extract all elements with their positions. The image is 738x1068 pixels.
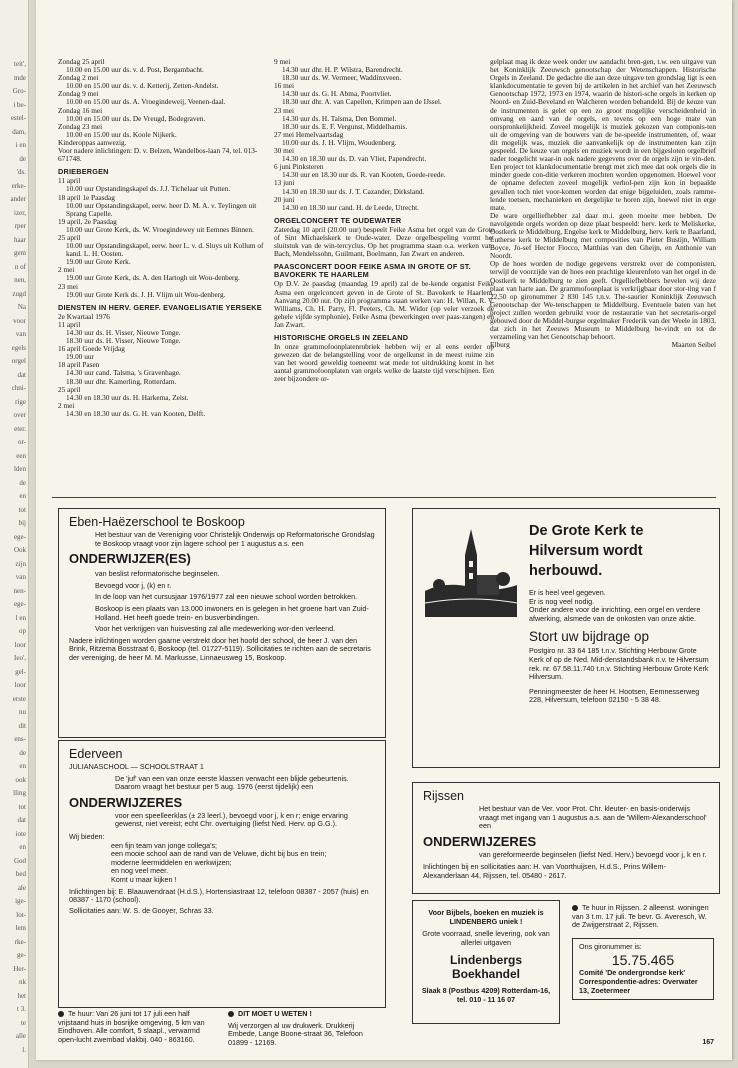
previous-page-fragment: mde [13, 73, 26, 82]
previous-page-fragment: eter. [14, 424, 26, 433]
ad-line: Voor het verkrijgen van huisvesting zal alle medewerking wor-den verleend. [95, 624, 336, 634]
bullet-icon [572, 905, 578, 911]
schedule-line: 20 juni [274, 194, 295, 204]
ad-sollicitaties: Sollicitaties aan: W. S. de Gooyer, Schras 33. [69, 905, 214, 915]
previous-page-fragment: ens- [14, 735, 26, 743]
ad-role: ONDERWIJZER(ES) [69, 551, 191, 567]
schedule-line: Kinderoppas aanwezig. [58, 137, 127, 147]
rental-text: Te huur in Rijssen. 2 alleenst. woningen van 3 t.m. 17 juli. Te bevr. G. Averesch, W. de Zwijgerstraat 2, Rijssen. [572, 903, 709, 930]
previous-page-fragment: ege- [13, 532, 26, 541]
previous-page-fragment: izer, [14, 208, 26, 217]
heading-historische-orgels: HISTORISCHE ORGELS IN ZEELAND [274, 333, 409, 342]
article-oudewater: Zaterdag 10 april (20.00 uur) bespeelt Feike Asma het orgel van de Grote of Sint Michaelskerk te Oude-water. Deze orgelbespeling vormt het sluitstuk van de win-tercyclus. Op het programma staan o.a. werken van: Bach, Mendelssohn, Guilmant, Boelmann, Jan Zwart en anderen. [274, 224, 494, 259]
previous-page-fragment: zijn [15, 559, 26, 568]
schedule-line: 30 mei [274, 146, 295, 156]
ad-info: Inlichtingen bij en sollicitaties aan: H. van Voorthuijsen, H.d.S., Prins Willem-Alexanderlaan 44, Rijssen, tel. 05480 - 2617. [423, 862, 666, 880]
ad-line: van beslist reformatorische beginselen. [95, 569, 220, 579]
schedule-line: 10.00 uur Grote Kerk, ds. W. Vroegindewey uit Eemnes Binnen. [66, 224, 254, 234]
schedule-line: 19.00 uur Grote Kerk ds. J. H. Vlijm uit Wou-denberg. [66, 289, 226, 299]
schedule-line: 10.00 uur Opstandingskapel, eerw. heer L. v. d. Sluys uit Kollum of kand. L. H. Oosten. [66, 241, 264, 259]
previous-page-fragment: op [19, 627, 26, 635]
ad-rijssen-school [412, 782, 720, 894]
offer-item: een fijn team van jonge collega's; [111, 840, 218, 850]
schedule-line: 25 april [58, 384, 81, 394]
previous-page-fragment: tot [18, 505, 26, 514]
ad-title: De Grote Kerk te Hilversum wordt herbouwd. [529, 523, 644, 579]
schedule-line: Zondag 23 mei [58, 121, 103, 131]
ad-line: Er is heel veel gegeven. [529, 588, 606, 597]
schedule-line: 18 april Pasen [58, 360, 100, 370]
previous-page-fragment: nen- [13, 586, 26, 595]
previous-page-fragment: te [20, 1018, 26, 1027]
heading-driebergen: DRIEBERGEN [58, 167, 109, 177]
ad-role: ONDERWIJZERES [69, 794, 183, 810]
schedule-line: 14.30 uur ds. G. H. Abma, Poortvliet. [282, 89, 392, 99]
ad-intro: De 'juf' van een van onze eerste klassen verwacht een blijde gebeurtenis. Daarom vraagt het bestuur per 5 aug. 1976 (eerst tijdelijk) een [115, 773, 349, 792]
previous-page-fragment: iote [15, 829, 26, 838]
previous-page-fragment: en [19, 762, 26, 770]
previous-page-fragment: ege- [13, 600, 26, 608]
offer-item: Komt u maar kijken ! [111, 874, 177, 884]
heading-yerseke: DIENSTEN IN HERV. GEREF. EVANGELISATIE YERSEKE [58, 302, 262, 312]
schedule-line: 14.30 en 18.30 uur ds. J. T. Cazander, Dirksland. [282, 186, 425, 196]
schedule-line: 14.30 en 18.30 uur ds. D. van Vliet, Papendrecht. [282, 154, 427, 164]
church-schedule-yerseke [58, 313, 278, 418]
ad-requirements: voor een speelleerklas (± 23 leerl.), bevoegd voor j, k en r; enige ervaring gewenst, niet vereist; echt Chr. overtuiging (liefst Ned. Herv. op G.G.). [115, 810, 348, 829]
ad-accounts: Postgiro nr. 33 64 185 t.n.v. Stichting Herbouw Grote Kerk of op de Ned. Mid-denstandsbank n.v. te Hilversum rek. nr. 67.58.11.740 t.n.v. Stichting Herbouw Grote Kerk Hilversum. [529, 646, 709, 682]
previous-page-fragment: en [19, 492, 26, 500]
drukwerk-title: DIT MOET U WETEN ! [238, 1010, 312, 1018]
ad-body [69, 570, 375, 634]
schedule-line: 19 april, 2e Paasdag [58, 216, 117, 226]
previous-page-fragment: lem [15, 924, 26, 932]
previous-page-fragment: een [16, 451, 26, 460]
ad-store-name: Lindenbergs Boekhandel [449, 953, 522, 982]
church-drawing [425, 521, 517, 617]
schedule-line: 10.00 uur ds. J. H. Vlijm, Woudenberg. [282, 137, 397, 147]
giro-number: 15.75.465 [611, 952, 675, 969]
ad-line: In de loop van het cursusjaar 1976/1977 zal een nieuwe school worden betrokken. [95, 592, 358, 602]
column-1 [58, 58, 278, 490]
giro-label: Ons gironummer is: [579, 941, 642, 951]
ad-offer-heading: Wij bieden: [69, 831, 105, 841]
schedule-line: 10.00 en 15.00 uur ds. v. d. Post, Bergambacht. [66, 65, 204, 75]
previous-page-fragment: ale [17, 883, 26, 892]
previous-page-fragment: ander [10, 195, 26, 203]
schedule-line: 2 mei [58, 400, 75, 410]
ad-text [529, 521, 711, 705]
ad-line: Bevoegd voor j, (k) en r. [95, 580, 172, 590]
previous-page-fragment: van [15, 573, 26, 581]
ad-drukkerij [228, 1010, 384, 1054]
ad-tagline: Voor Bijbels, boeken en muziek is LINDENBERG uniek ! [428, 908, 544, 926]
ad-line: Onder andere voor de inrichting, een orgel en verdere afwerking, alsmede van de onkosten van onze aktie. [529, 605, 701, 623]
schedule-line: 16 mei [274, 81, 295, 91]
schedule-line: Zondag 25 april [58, 58, 105, 66]
schedule-line: 23 mei [58, 281, 79, 291]
schedule-line: 19.00 uur Grote Kerk, ds. A. den Hartogh uit Wou-denberg. [66, 273, 240, 283]
previous-page-fragment: gel- [15, 667, 26, 676]
previous-page-fragment: Na [17, 303, 26, 311]
ad-offer-list [69, 842, 375, 885]
ad-line: Boskoop is een plaats van 13.000 inwoners en is gelegen in het groene hart van Zuid-Holland. Het heeft goede trein- en busverbindingen. [95, 603, 369, 622]
previous-page-fragment: en [19, 843, 26, 851]
schedule-line: 16 april Goede Vrijdag [58, 344, 125, 354]
previous-page-fragment: haar [13, 235, 26, 244]
offer-item: moderne leermiddelen en werkwijzen; [111, 857, 232, 867]
ad-footer: Nadere inlichtingen worden gaarne verstrekt door het hoofd der school, de heer J. van den Brink, Ritzema Bosstraat 6, Boskoop (tel. 01727-5119). Sollicitaties te richten aan de secretaris der vereniging, de heer M. M. Markusse, Linnaeusweg 15, Boskoop. [69, 635, 371, 662]
schedule-line: 14.30 uur cand. Talsma, 's Gravenhage. [66, 368, 181, 378]
schedule-line: 10.00 uur Opstandingskapel, eerw. heer D. M. A. v. Teylingen uit Sprang Capelle. [66, 200, 257, 218]
schedule-line: Zondag 2 mei [58, 73, 99, 83]
ad-eben-haezerschool [58, 508, 386, 738]
previous-page-fragment: de [19, 154, 26, 163]
previous-page-fragment: nen, [14, 276, 26, 284]
schedule-line: 14.30 en 18.30 uur ds. H. Harkema, Zeist. [66, 392, 189, 402]
schedule-line: 18 april 1e Paasdag [58, 192, 115, 202]
previous-page-edge [0, 0, 29, 1068]
schedule-line: 25 april [58, 232, 81, 242]
previous-page-fragment: l en [15, 613, 26, 622]
schedule-line: 6 juni Pinksteren [274, 162, 324, 172]
previous-page-fragment: God [13, 856, 26, 865]
previous-page-fragment: dat [17, 370, 26, 379]
article-orgels-cont-1: gelplaat mag ik deze week onder uw aandacht bren-gen, t.w. een uitgave van het Koninklijk Zeeuwsch genootschap der Wetenschappen. Historische Orgels in Zeeland. De gedachte die aan deze uitgave ten grondslag ligt is een klankdocumentatie te geven bij de artikelen in het archief van het Zeeuwsch Genootschap 1972, 1973 en 1974, waarin de histori-sche orgels in kerken op Noord- en Zuid-Beveland en Walcheren worden behandeld. Bij de keuze van de instrumenten is gelet op een zo groot mogelijke verscheidenheid in omvang en aard van de orgels, en tevens op een hoge mate van oorspronkelijkheid. Zoveel mogelijk is muziek gekozen van componis-ten uit de omgeving van de bouwers van de be-speelde instrumenten, of, waar dit mogelijk was, muziek die aanvankelijk op de instrumenten kan zijn gespeeld. De keuze van orgels en muziek wordt in een bijgesloten orgelbrief nader toegelicht waar-in ook nadere gegevens over de orgels zijn te vin-den. Een project tot klankdocumentatie brengt met zich mee dat ook orgels die in minder goede con-ditie verkeren mochten worden opgenomen. Hoewel voor de opname defecten zoveel mogelijk verhol-pen zijn kon in bepaalde gevallen toch niet voor-komen worden dat enige bijgeluiden, zoals ramme-lende toetsen, mechanieken en dergelijke te horen zijn, hoewel niet in erge mate. [490, 58, 716, 212]
ad-title: Ederveen [69, 747, 123, 761]
previous-page-fragment: rke- [14, 937, 26, 946]
previous-page-fragment: ook [15, 775, 26, 784]
signature-author: Maarten Seibel [671, 340, 716, 350]
previous-page-fragment: n of [14, 262, 26, 271]
previous-page-fragment: zugd [12, 289, 26, 298]
bullet-icon [58, 1011, 64, 1017]
church-schedule-boskoop [58, 58, 278, 163]
schedule-line: 23 mei [274, 105, 295, 115]
previous-page-fragment: i en [15, 141, 26, 149]
column-2 [274, 58, 494, 490]
previous-page-fragment: erke- [11, 181, 26, 190]
magazine-page [36, 0, 732, 1060]
previous-page-fragment: de [19, 748, 26, 757]
previous-page-fragment: loor [14, 640, 26, 649]
schedule-line: 14.30 uur ds. H. Visser, Nieuwe Tonge. [66, 328, 181, 337]
bullet-icon [228, 1011, 234, 1017]
previous-page-fragment: l. [22, 1045, 26, 1054]
previous-page-fragment: chni- [11, 384, 26, 392]
schedule-line: Voor nadere inlichtingen: D. v. Belzen, Wandelbos-laan 74, tel. 013-671748. [58, 146, 258, 164]
article-historische-orgels: In onze grammofoonplatenrubriek hebben wij er al eens eerder op gewezen dat de belangstelling voor de orgelkunst in de meest ruime zin van het woord geweldig toeneemt wat mede tot uitdrukking komt in het aantal grammofoonplaten van orgels welke de laatste tijd verschijnen. Een zeer bijzondere or- [274, 342, 494, 384]
schedule-line: 14.30 en 18.30 uur ds. G. H. van Kooten, Delft. [66, 408, 206, 418]
church-schedule-driebergen [58, 177, 278, 298]
previous-page-fragment: lden [13, 465, 26, 473]
previous-page-fragment: Ieo', [14, 654, 26, 662]
heading-haarlem: PAASCONCERT DOOR FEIKE ASMA IN GROTE OF ST. BAVOKERK TE HAARLEM [274, 262, 471, 280]
schedule-line: 18.30 uur dhr. A. van Capellen, Krimpen aan de IJssel. [282, 97, 442, 107]
previous-page-fragment: rige [15, 397, 26, 406]
previous-page-fragment: bij [18, 519, 26, 527]
previous-page-fragment: nu [19, 708, 26, 716]
ad-intro: Het bestuur van de Ver. voor Prot. Chr. kleuter- en basis-onderwijs vraagt met ingang van 1 augustus a.s. aan de 'Willem-Alexanderschool' een [479, 804, 707, 831]
schedule-line: 10.00 en 15.00 uur ds. De Vreugd, Bodegraven. [66, 113, 206, 123]
heading-oudewater: ORGELCONCERT TE OUDEWATER [274, 215, 402, 225]
vacation-text: Te huur: Van 26 juni tot 17 juli een half vrijstaand huis in bosrijke omgeving, 5 km van Eindhoven. Alle comfort, 5 slaapl., verwarmd open-lucht zwembad vlakbij. 040 - 863160. [58, 1010, 205, 1044]
previous-page-fragment: bed [15, 870, 26, 878]
schedule-line: 18.30 uur ds. W. Vermeer, Waddinxveen. [282, 73, 402, 83]
schedule-line: Zondag 16 mei [58, 105, 103, 115]
previous-page-fragment: dat [17, 816, 26, 824]
divider [52, 497, 716, 498]
article-signature [490, 341, 716, 349]
schedule-line: 18.30 uur ds. E. F. Vergunst, Middelharnis. [282, 121, 408, 131]
schedule-line: 14.30 en 18.30 uur cand. H. de Leede, Utrecht. [282, 202, 419, 212]
previous-page-fragment: over [13, 411, 26, 419]
ad-info: Inlichtingen bij: E. Blaauwendraat (H.d.S.), Hortensiastraat 12, telefoon 08387 - 2057 (huis) en 08387 - 1170 (school). [69, 886, 369, 905]
previous-page-fragment: lot- [16, 910, 26, 919]
ad-contact: Penningmeester de heer H. Hootsen, Eemnesserweg 228, Hilversum, telefoon 02150 - 5 38 48. [529, 686, 700, 705]
ad-title: Eben-Haëzerschool te Boskoop [69, 515, 245, 529]
previous-page-fragment: nk [19, 978, 26, 986]
ad-vacation-rental [58, 1010, 220, 1054]
schedule-line: 18.30 uur ds. H. Visser, Nieuwe Tonge. [66, 336, 181, 346]
offer-item: een mooie school aan de rand van de Veluwe, dicht bij bus en trein; [111, 849, 327, 859]
previous-page-fragment: gem [13, 249, 26, 257]
ad-body [529, 589, 711, 623]
ad-lindenbergs-boekhandel [412, 900, 560, 1024]
church-schedule-yerseke-cont [274, 58, 494, 212]
giro-box [572, 938, 714, 1000]
ad-grote-kerk-hilversum [412, 508, 720, 768]
schedule-line: 14.30 uur ds. H. Talsma, Den Bommel. [282, 113, 397, 123]
previous-page-fragment: lling [13, 789, 26, 797]
previous-page-fragment: alle [15, 1032, 26, 1040]
schedule-line: 10.00 uur Opstandingskapel ds. J.J. Tichelaar uit Putten. [66, 184, 231, 194]
article-haarlem: Op D.V. 2e paasdag (maandag 19 april) zal de be-kende organist Feike Asma een orgelconcert geven in de Grote of St. Bavokerk te Haarlem. Aanvang 20.00 uur. Op zijn programma staan werken van: H. Willan, R. V. Williams, Ch. H. Parry, Fl. Peeters, Ch. M. Widor (op veler verzoek de gehele vijfde symphonie), Feike Asma (bewerkingen over paas-zangen) en Jan Zwart. [274, 279, 494, 329]
previous-page-fragment: orgel [11, 357, 26, 365]
previous-page-fragment: dit [18, 721, 26, 730]
schedule-line: 13 juni [274, 178, 295, 188]
schedule-line: 19.00 uur [66, 352, 94, 362]
previous-page-fragment: t 3. [17, 1005, 26, 1013]
previous-page-fragment: loor [14, 681, 26, 689]
previous-page-fragment: de [19, 478, 26, 487]
ad-role: ONDERWIJZERES [423, 833, 537, 849]
schedule-line: 10.00 en 15.00 uur ds. v. d. Ketterij, Zetten-Andelst. [66, 81, 219, 91]
schedule-line: 18.30 uur dhr. Kamerling, Rotterdam. [66, 376, 177, 386]
previous-page-fragment: i be- [13, 100, 26, 109]
ad-requirements: van gereformeerde beginselen (liefst Ned. Herv.) bevoegd voor j, k en r. [479, 849, 707, 859]
schedule-line: 19.00 uur Grote Kerk. [66, 257, 131, 267]
previous-page-fragment: Ook [13, 546, 26, 554]
column-3 [490, 58, 716, 490]
previous-page-fragment: or- [17, 438, 26, 446]
ad-vacation-text [58, 1010, 220, 1044]
previous-page-fragment: erste [12, 694, 26, 703]
schedule-line: 10.00 en 15.00 uur ds. A. Vroegindeweij, Veenen-daal. [66, 97, 226, 107]
ad-rental-text [568, 900, 718, 930]
ad-address: Slaak 8 (Postbus 4209) Rotterdam-16, tel. 010 - 11 16 07 [421, 986, 551, 1004]
previous-page-fragment: estel- [10, 114, 26, 122]
previous-page-fragment: voor [13, 316, 26, 325]
page-number: 167 [702, 1039, 714, 1046]
schedule-line: 2e Kwartaal 1976 [58, 311, 110, 321]
article-orgels-cont-3: Op de hoes worden de nodige gegevens verstrekt over de componisten, terwijl de voorzijde van de hoes een prachtige kleurenfoto van het orgel in de Oostkerk te Middelburg te zien geeft. Orgelliefhebbers bevelen wij deze plaat van harte aan. De grammofoonplaat is verkrijgbaar door stor-ting van f 22,50 op gironummer 2 830 145 t.n.v. The-saurier Koninklijk Zeeuwsch Genootschap der We-tenschappen te Middelburg. Eventuele baten van het project zullen worden gebruikt voor de restauratie van het secretaris-orgel gebouwd door de Middel-burgse orgelmaker Frederik van der Weele in 1803, dat zich in het Zeeuws Museum te Middelburg be-vindt en tot de verzameling van het Genootschap behoort. [490, 259, 716, 342]
previous-page-fragment: ige- [15, 897, 26, 905]
previous-page-fragment: het [17, 991, 26, 1000]
previous-page-fragment: van [15, 330, 26, 338]
schedule-line: 9 mei [274, 58, 291, 66]
previous-page-fragment: tot [18, 802, 26, 811]
previous-page-fragment: Her- [13, 964, 26, 973]
schedule-line: 14.30 uur dhr. H. P. Wilstra, Barendrecht. [282, 65, 403, 75]
ad-intro: Het bestuur van de Vereniging voor Christelijk Onderwijs op Reformatorische Grondslag te Boskoop vraagt voor zijn lagere school per 1 augustus a.s. een [95, 530, 375, 548]
ad-subtitle: Stort uw bijdrage op [529, 629, 650, 645]
previous-page-fragment: rper [14, 222, 26, 230]
schedule-line: 11 april [58, 176, 81, 186]
previous-page-fragment: Gro- [12, 87, 26, 95]
ad-subtitle: JULIANASCHOOL — SCHOOLSTRAAT 1 [69, 762, 204, 771]
previous-page-fragment: 'ds. [16, 168, 26, 176]
schedule-line: 27 mei Hemelvaartsdag [274, 129, 344, 139]
article-orgels-cont-2: De ware orgelliefhebber zal daar m.i. geen moeite mee hebben. De navolgende orgels worden op deze plaat bespeeld: herv. kerk te Meliskerke, Oostkerk te Middelburg, Engelse kerk te Middelburg, herv. kerk te Baarland, Lutherse kerk te Middelburg met composities van Pieter Bustijn, William Boyce, Jo-sef Hector Fiocco, Matthias van den Gheijn, en Anthonie van Noordt. [490, 210, 716, 261]
schedule-line: 2 mei [58, 265, 75, 275]
schedule-line: Zondag 9 mei [58, 89, 99, 99]
previous-page-fragment: egels [11, 343, 26, 352]
ad-subline: Grote voorraad, snelle levering, ook van allerlei uitgaven [422, 929, 550, 947]
ad-rijssen-rental [568, 900, 718, 1024]
previous-page-fragment: ge- [17, 951, 26, 959]
previous-page-fragment: dam, [12, 127, 26, 136]
offer-item: en nog veel meer. [111, 866, 169, 876]
ad-line: Er is nog veel nodig. [529, 596, 595, 606]
schedule-line: 11 april [58, 319, 81, 329]
schedule-line: 14.30 uur en 18.30 uur ds. R. van Kooten, Goede-reede. [282, 170, 446, 180]
schedule-line: 10.00 en 15.00 uur ds. Koole Nijkerk. [66, 129, 177, 139]
ad-title: Rijssen [423, 789, 464, 803]
ad-drukwerk-text: Wij verzorgen al uw drukwerk. Drukkerij Embede, Lange Boone-straat 36, Telefoon 01899 - 12169. [228, 1020, 363, 1047]
ad-ederveen [58, 740, 386, 1008]
ad-drukwerk-title [228, 1010, 384, 1019]
giro-committee: Comité 'De ondergrondse kerk' Correspondentie-adres: Overwater 13, Zoetermeer [579, 968, 698, 995]
church-illustration [425, 521, 517, 617]
signature-place: Elburg [490, 340, 510, 350]
previous-page-fragment: teit', [14, 60, 26, 68]
